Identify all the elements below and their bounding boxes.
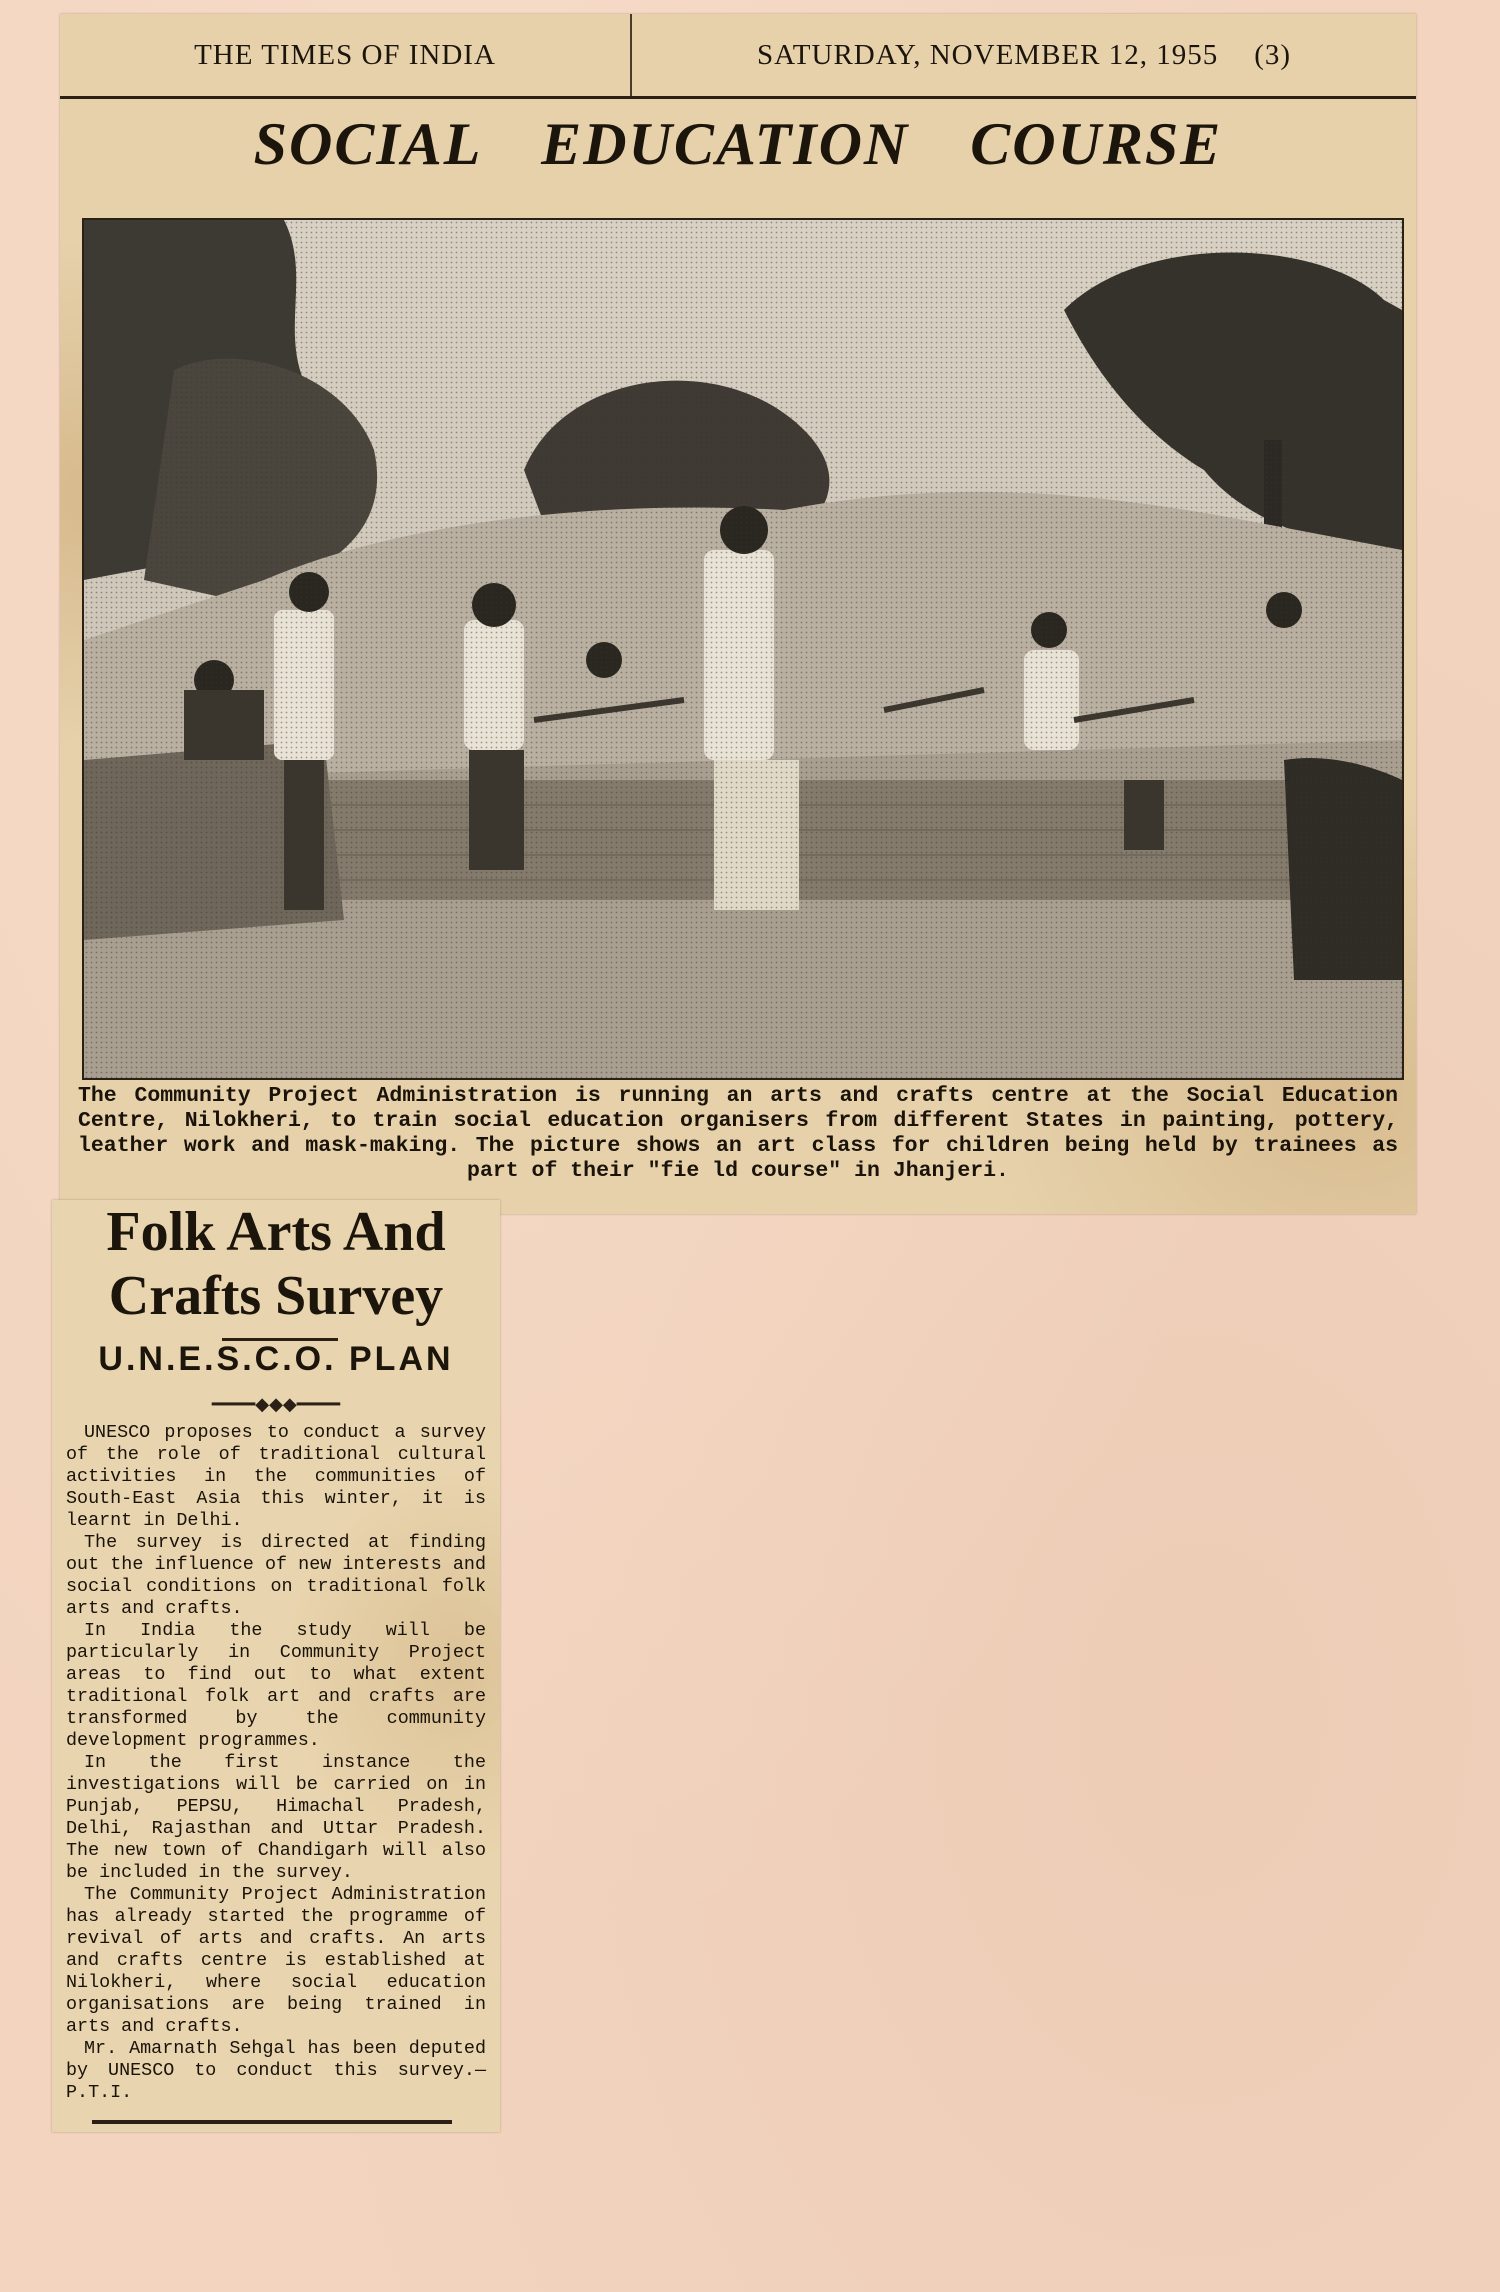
article-kicker: U.N.E.S.C.O. PLAN xyxy=(98,1340,454,1378)
newspaper-name: THE TIMES OF INDIA xyxy=(60,14,632,96)
article-end-rule xyxy=(92,2120,452,2124)
page-number: (3) xyxy=(1254,38,1292,71)
article-paragraph: UNESCO proposes to conduct a survey of the role of traditional cultural activities in the communities of South-East Asia this winter, it is learnt in Delhi. xyxy=(66,1422,486,1531)
photo-illustration xyxy=(84,220,1402,1078)
headline: SOCIAL EDUCATION COURSE xyxy=(253,111,1223,177)
article-body xyxy=(66,1422,486,2104)
masthead-date-cell xyxy=(632,14,1416,96)
article-title-line-2: Crafts Survey xyxy=(108,1265,444,1327)
newspaper-clipping-top xyxy=(60,14,1416,1214)
photo-caption: The Community Project Administration is running an arts and crafts centre at the Social Education Centre, Nilokheri, to train social education organisers from different States in painting, pottery, leather work and mask-making. The picture shows an art class for children being held by trainees as part of their "fie ld course" in Jhanjeri. xyxy=(78,1084,1398,1183)
article-paragraph: The Community Project Administration has already started the programme of revival of arts and crafts. An arts and crafts centre is established at Nilokheri, where social education organisations are being trained in arts and crafts. xyxy=(66,1884,486,2037)
masthead xyxy=(60,14,1416,99)
article-paragraph: In India the study will be particularly in Community Project areas to find out to what extent traditional folk art and crafts are transformed by the community development programmes. xyxy=(66,1620,486,1751)
article-paragraph: Mr. Amarnath Sehgal has been deputed by UNESCO to conduct this survey.—P.T.I. xyxy=(66,2038,486,2103)
ornament-divider: ━━━━◆◆◆━━━━ xyxy=(211,1394,341,1414)
issue-date: SATURDAY, NOVEMBER 12, 1955 xyxy=(756,38,1219,71)
article-title-line-1: Folk Arts And xyxy=(106,1201,446,1263)
newspaper-clipping-article xyxy=(52,1200,500,2132)
art-class-photo xyxy=(82,218,1404,1080)
article-paragraph: The survey is directed at finding out the influence of new interests and social conditions on traditional folk arts and crafts. xyxy=(66,1532,486,1619)
article-paragraph: In the first instance the investigations will be carried on in Punjab, PEPSU, Himachal Pradesh, Delhi, Rajasthan and Uttar Pradesh. The new town of Chandigarh will also be included in the survey. xyxy=(66,1752,486,1883)
